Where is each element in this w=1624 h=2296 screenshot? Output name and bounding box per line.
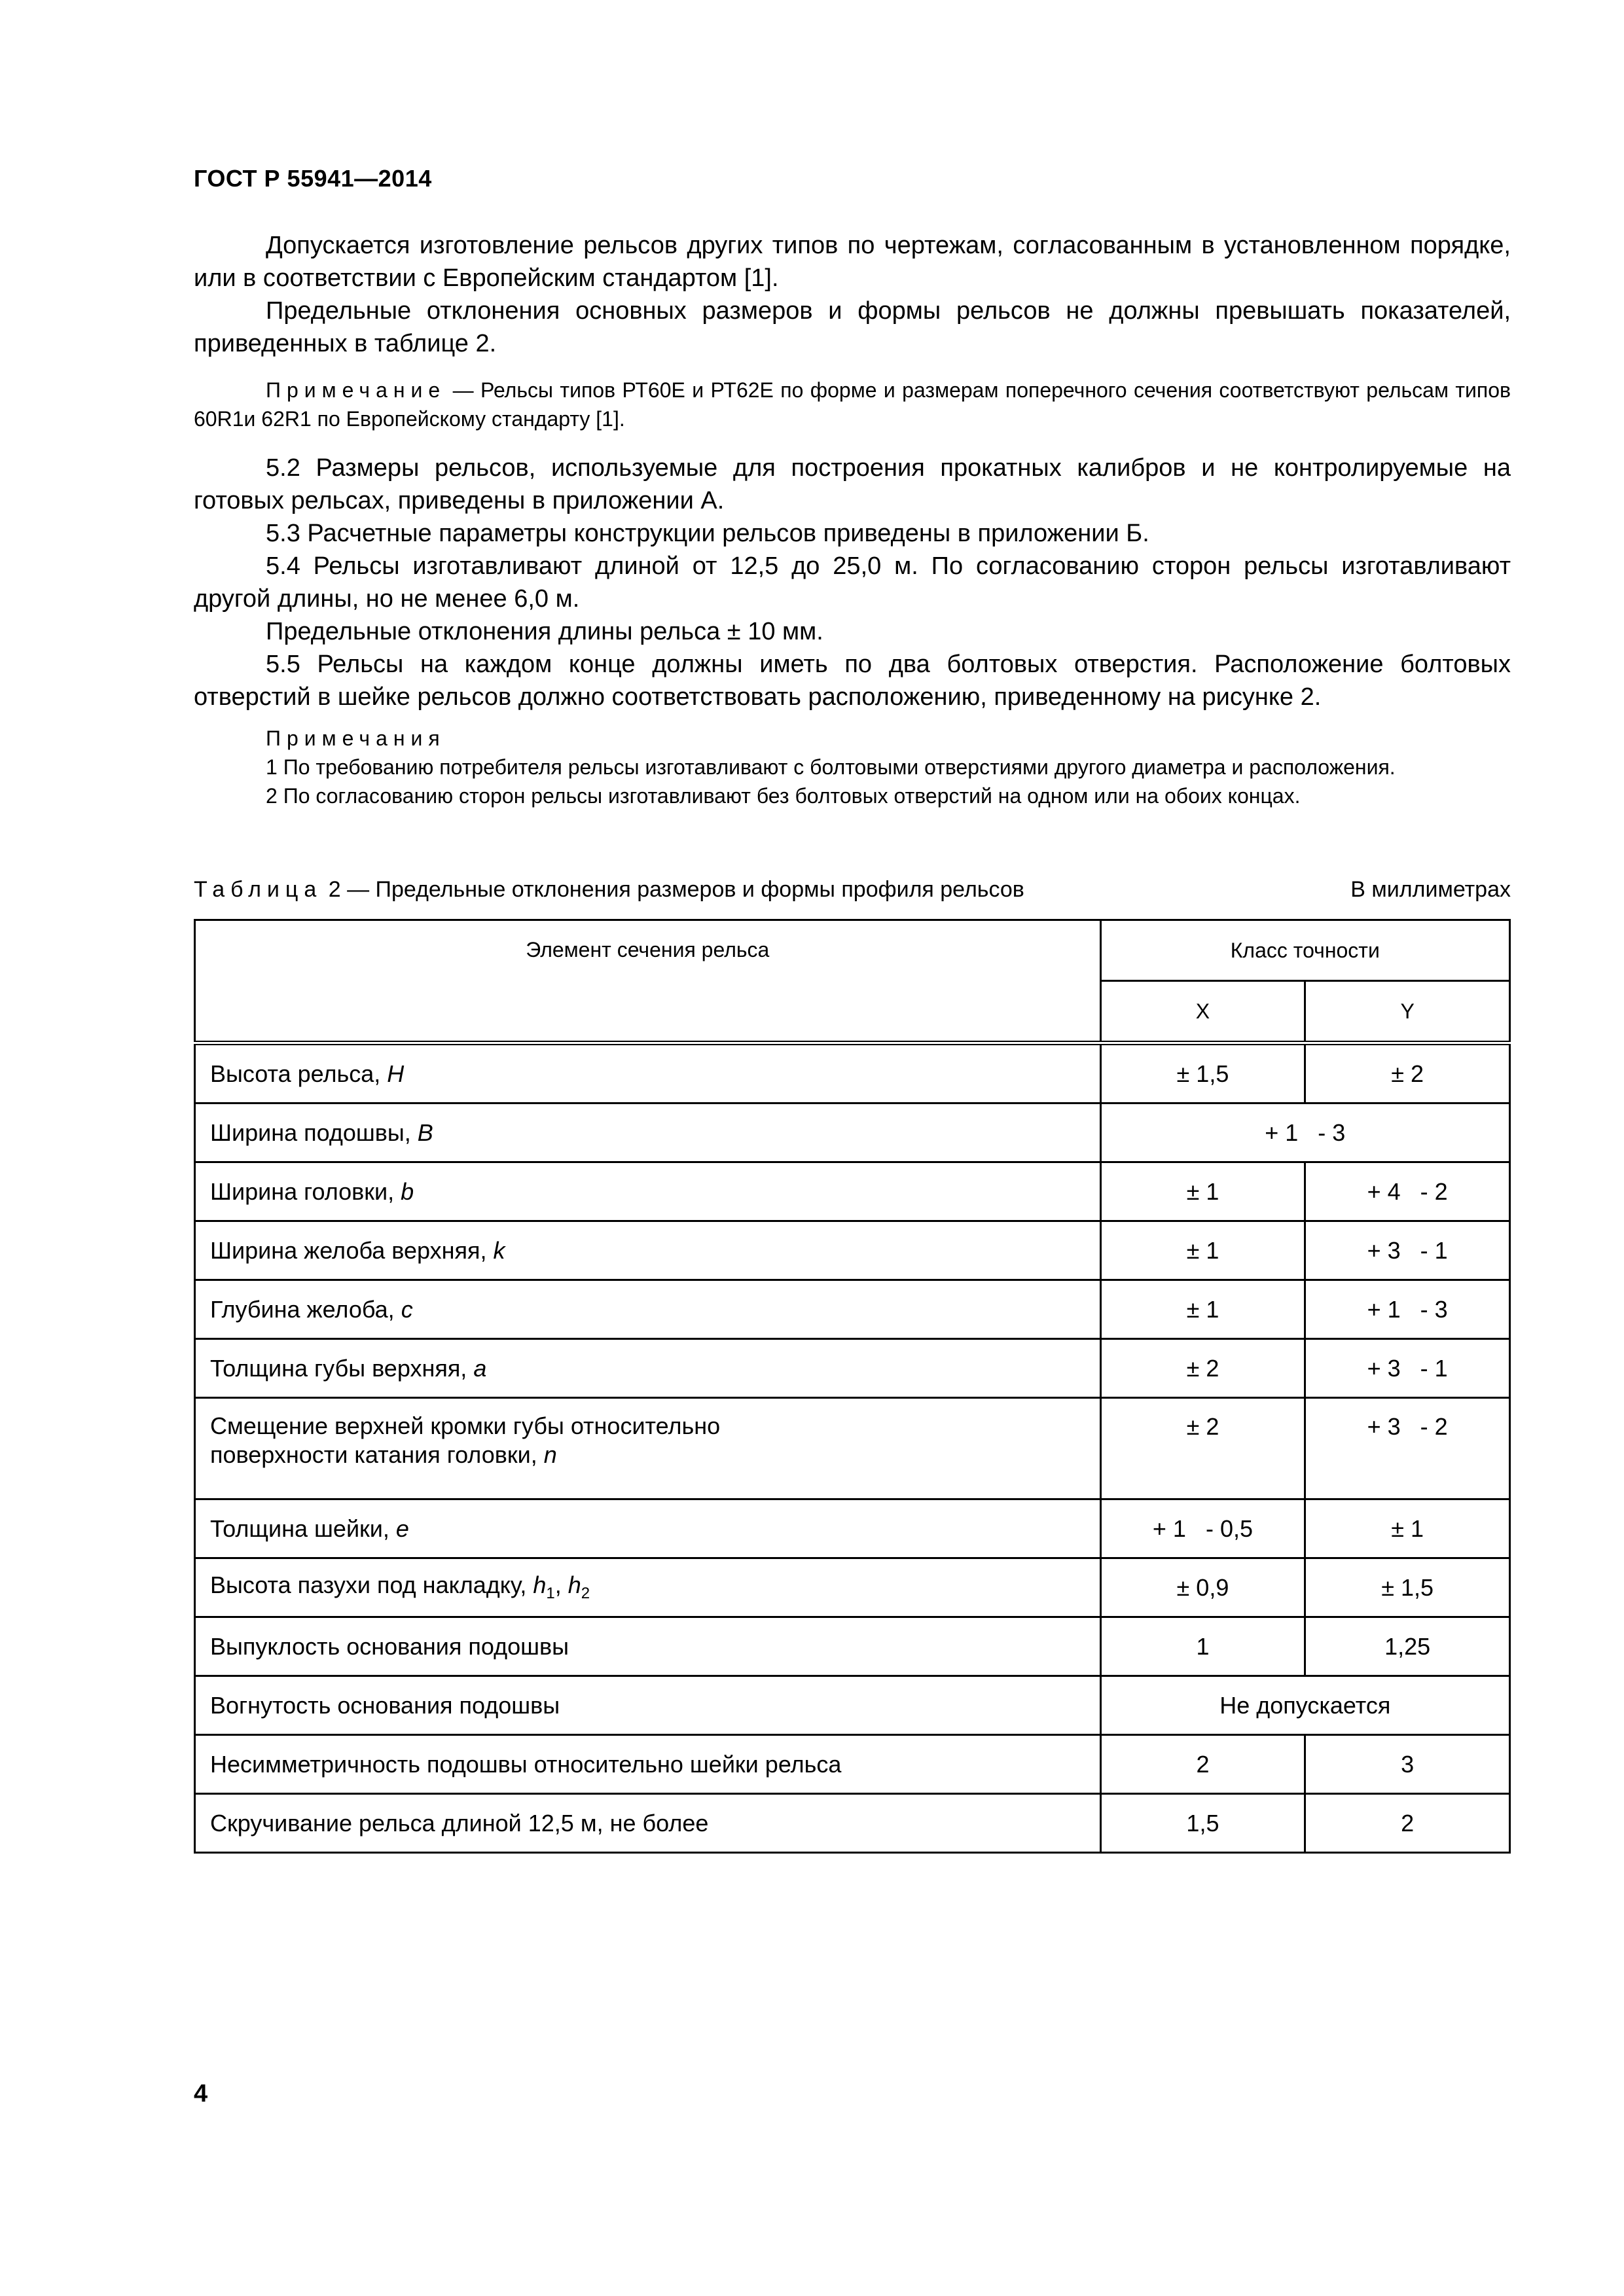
header-class-y: Y (1305, 981, 1510, 1043)
row-label: Ширина подошвы, В (195, 1103, 1101, 1162)
row-label: Толщина шейки, е (195, 1499, 1101, 1558)
row-label: Толщина губы верхняя, а (195, 1339, 1101, 1398)
page-number: 4 (194, 2080, 208, 2108)
note-item: 2 По согласованию сторон рельсы изготавливают без болтовых отверстий на одном или на обоих концах. (266, 784, 1301, 808)
intro-paragraphs (194, 229, 1511, 360)
paragraph: Предельные отклонения основных размеров и формы рельсов не должны превышать показателей, приведенных в таблице 2. (194, 297, 1511, 357)
paragraph: 5.4 Рельсы изготавливают длиной от 12,5 до 25,0 м. По согласованию сторон рельсы изготавливают другой длины, но не менее 6,0 м. (194, 552, 1511, 613)
row-label: Глубина желоба, с (195, 1280, 1101, 1339)
paragraph: Допускается изготовление рельсов других типов по чертежам, согласованным в установленном порядке, или в соответствии с Европейским стандартом [1]. (194, 232, 1511, 292)
note-item: 1 По требованию потребителя рельсы изготавливают с болтовыми отверстиями другого диаметра и расположения. (266, 755, 1396, 779)
note-label: Примечание (266, 378, 446, 402)
table-caption-label: Таблица (194, 877, 323, 902)
header-class-x: Х (1100, 981, 1305, 1043)
cell-y: ± 1 (1305, 1499, 1510, 1558)
row-label: Скручивание рельса длиной 12,5 м, не более (195, 1794, 1101, 1853)
cell-x: ± 2 (1100, 1339, 1305, 1398)
paragraph: 5.2 Размеры рельсов, используемые для построения прокатных калибров и не контролируемые на готовых рельсах, приведены в приложении А. (194, 454, 1511, 514)
notes-block (194, 724, 1511, 810)
table-row (195, 1558, 1510, 1617)
table-row (195, 1162, 1510, 1221)
cell-y: + 1 - 3 (1305, 1280, 1510, 1339)
section-paragraphs (194, 452, 1511, 713)
table-caption (194, 875, 1511, 904)
paragraph: Предельные отклонения длины рельса ± 10 мм. (266, 618, 823, 645)
table-row (195, 1617, 1510, 1676)
row-label: Вогнутость основания подошвы (195, 1676, 1101, 1735)
table-row (195, 1103, 1510, 1162)
row-label: Ширина головки, b (195, 1162, 1101, 1221)
cell-y: + 4 - 2 (1305, 1162, 1510, 1221)
cell-y: 2 (1305, 1794, 1510, 1853)
table-row (195, 1280, 1510, 1339)
cell-merged: Не допускается (1100, 1676, 1509, 1735)
table-row (195, 1043, 1510, 1103)
row-label: Несимметричность подошвы относительно шейки рельса (195, 1735, 1101, 1794)
row-label: Смещение верхней кромки губы относительно поверхности катания головки, n (195, 1398, 1101, 1499)
table-units: В миллиметрах (1350, 877, 1511, 902)
row-label: Выпуклость основания подошвы (195, 1617, 1101, 1676)
cell-x: 1,5 (1100, 1794, 1305, 1853)
row-label: Высота рельса, Н (195, 1043, 1101, 1103)
cell-x: 2 (1100, 1735, 1305, 1794)
table-row (195, 1499, 1510, 1558)
table-row (195, 1676, 1510, 1735)
cell-y: + 3 - 2 (1305, 1398, 1510, 1499)
cell-y: 1,25 (1305, 1617, 1510, 1676)
table-row (195, 1794, 1510, 1853)
note-text: — Рельсы типов РТ60Е и РТ62Е по форме и размерам поперечного сечения соответствуют рельсам типов 60R1и 62R1 по Европейскому стандарту [1]. (194, 378, 1511, 431)
cell-x: ± 2 (1100, 1398, 1305, 1499)
header-element: Элемент сечения рельса (195, 920, 1101, 1043)
cell-y: + 3 - 1 (1305, 1339, 1510, 1398)
row-label: Ширина желоба верхняя, k (195, 1221, 1101, 1280)
table-row (195, 1398, 1510, 1499)
tolerance-table (194, 919, 1511, 1854)
cell-merged: + 1 - 3 (1100, 1103, 1509, 1162)
cell-x: ± 1,5 (1100, 1043, 1305, 1103)
cell-y: 3 (1305, 1735, 1510, 1794)
cell-x: + 1 - 0,5 (1100, 1499, 1305, 1558)
table-row (195, 1339, 1510, 1398)
cell-y: ± 2 (1305, 1043, 1510, 1103)
row-label: Высота пазухи под накладку, $h_1$, $h_2$ (195, 1558, 1101, 1617)
table-row (195, 1221, 1510, 1280)
paragraph: 5.3 Расчетные параметры конструкции рельсов приведены в приложении Б. (266, 520, 1149, 547)
notes-label: Примечания (266, 726, 446, 750)
paragraph: 5.5 Рельсы на каждом конце должны иметь по два болтовых отверстия. Расположение болтовых отверстий в шейке рельсов должно соответствовать расположению, приведенному на рисунке 2. (194, 651, 1511, 711)
table-caption-text: 2 — Предельные отклонения размеров и формы профиля рельсов (322, 877, 1024, 902)
table-row (195, 1735, 1510, 1794)
cell-x: ± 1 (1100, 1162, 1305, 1221)
cell-x: ± 1 (1100, 1221, 1305, 1280)
document-id-header: ГОСТ Р 55941—2014 (194, 165, 432, 192)
cell-x: ± 1 (1100, 1280, 1305, 1339)
cell-x: ± 0,9 (1100, 1558, 1305, 1617)
cell-y: ± 1,5 (1305, 1558, 1510, 1617)
header-accuracy-class: Класс точности (1100, 920, 1509, 981)
cell-x: 1 (1100, 1617, 1305, 1676)
cell-y: + 3 - 1 (1305, 1221, 1510, 1280)
note-block (194, 376, 1511, 433)
